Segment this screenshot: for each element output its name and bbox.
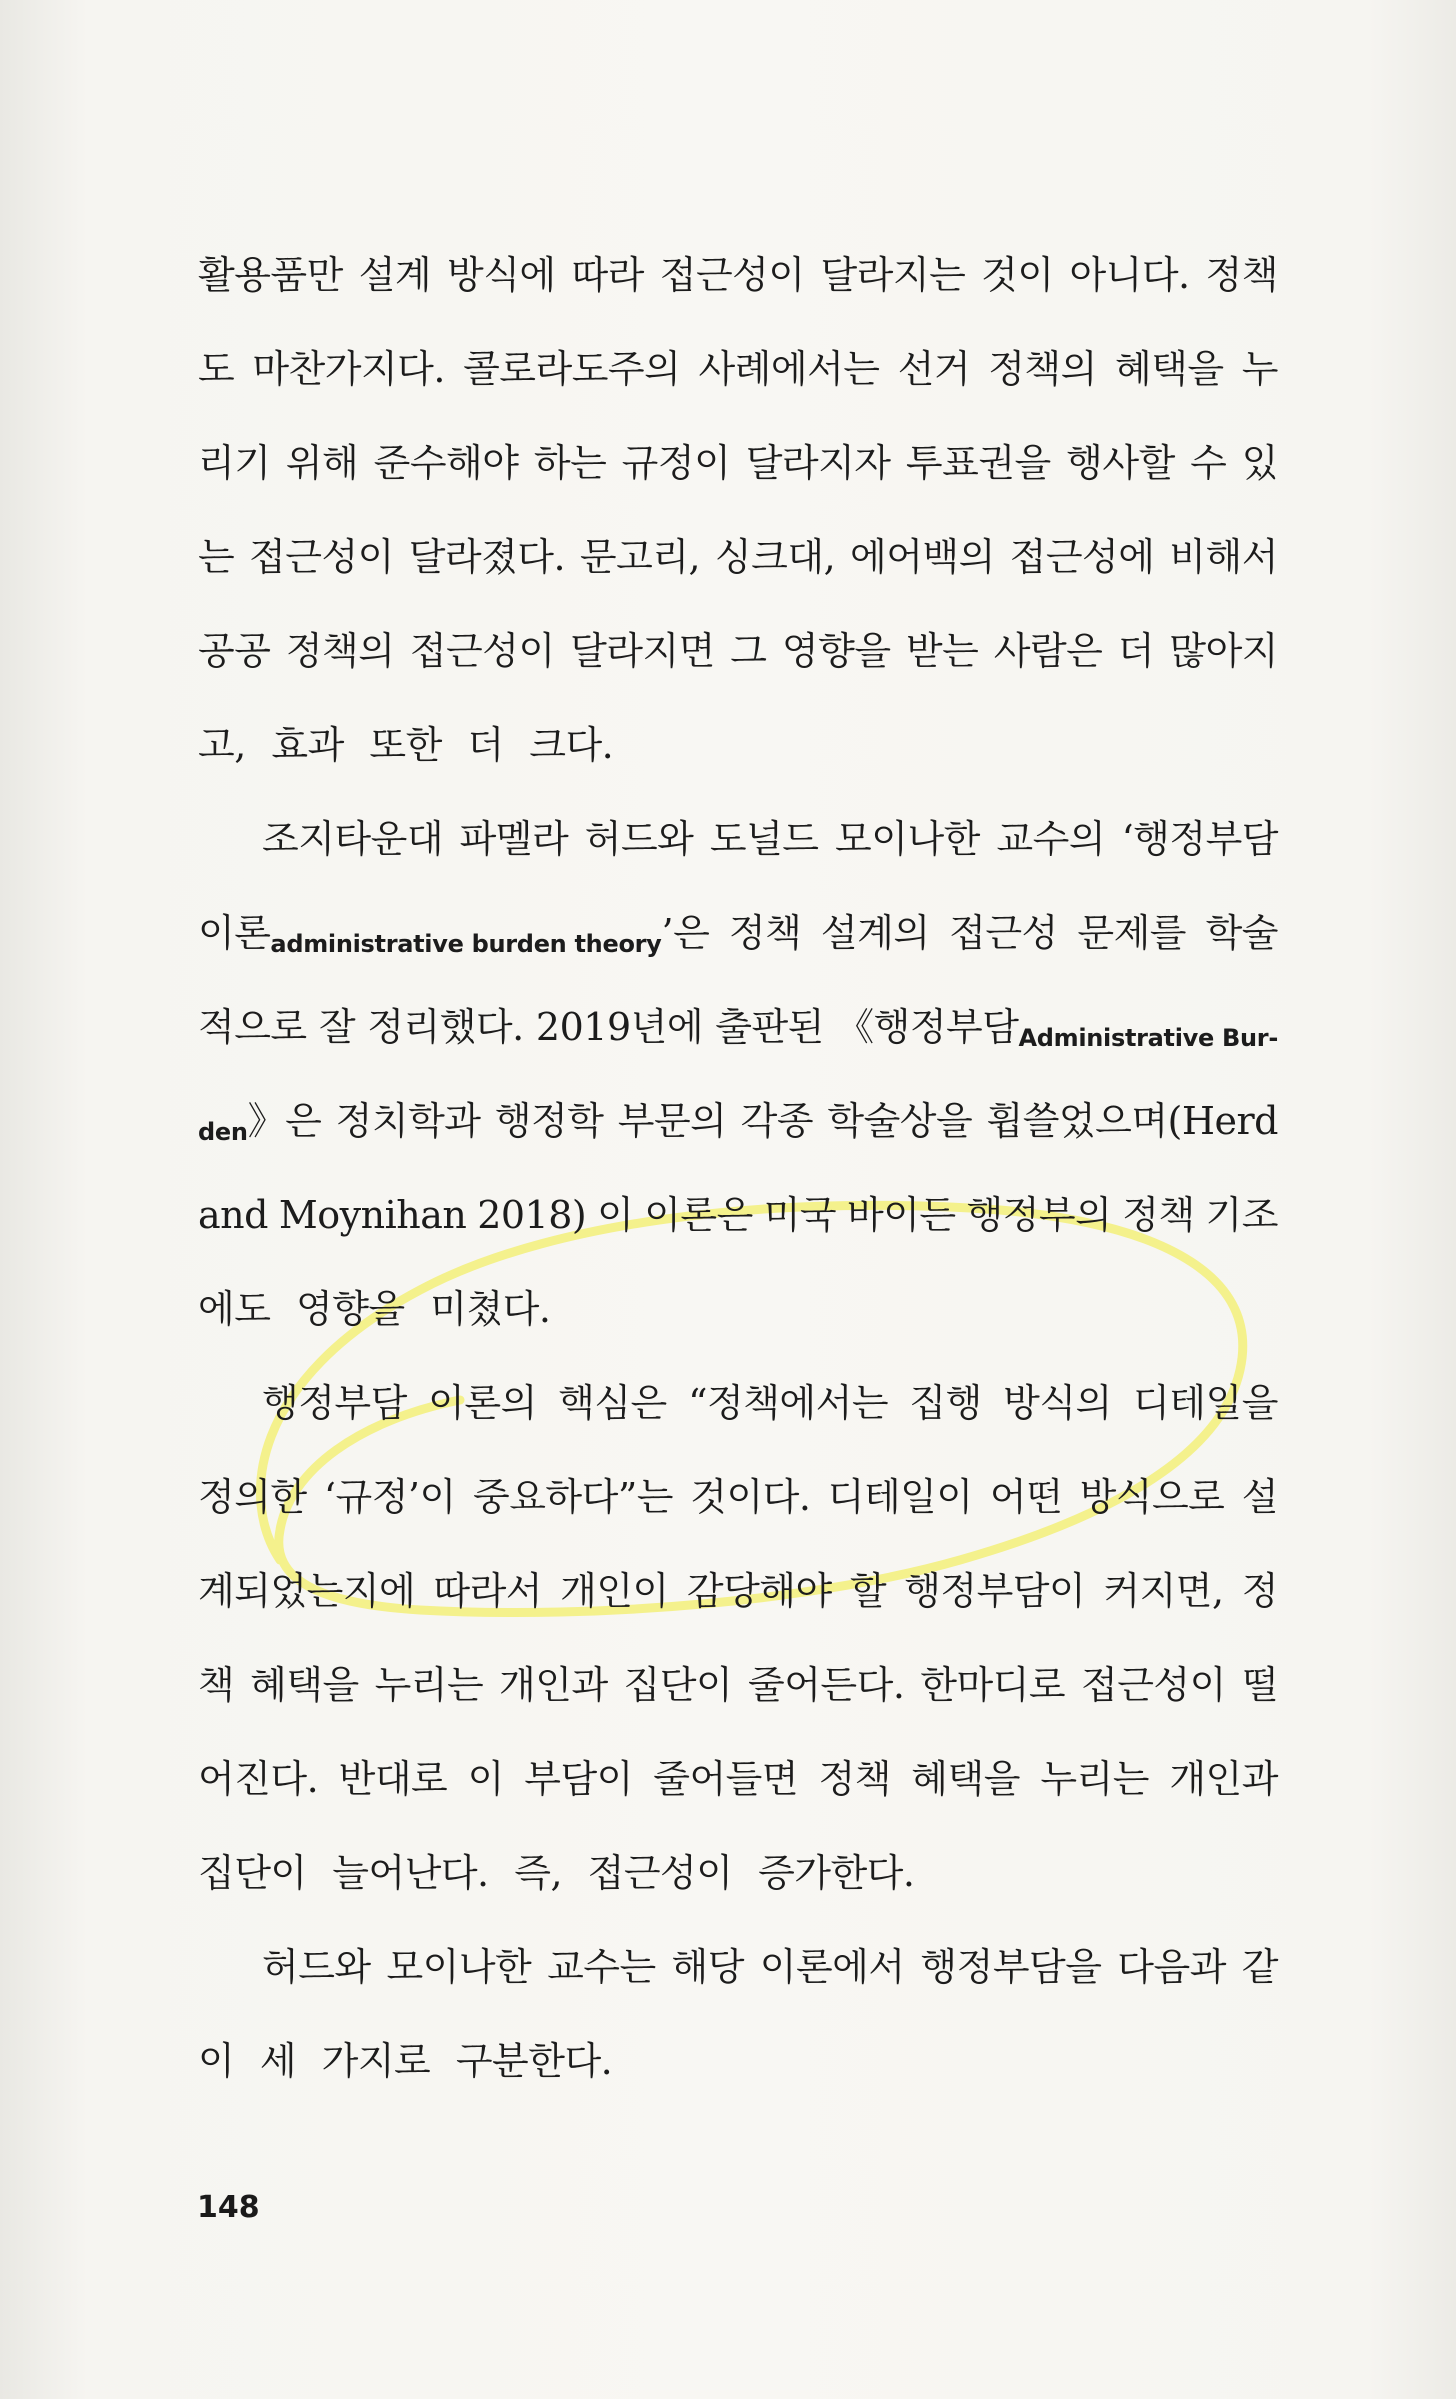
word: 접근성 <box>949 911 1058 955</box>
word: 고, <box>198 723 246 767</box>
word: 정리했다. <box>367 1005 524 1049</box>
word: 할 <box>849 1569 887 1613</box>
word: 더 <box>467 723 504 767</box>
word: 설 <box>1241 1475 1278 1519</box>
word: 이론은 <box>644 1193 753 1237</box>
word: 접근성이 <box>409 629 555 673</box>
word: 설계의 <box>820 911 930 955</box>
word: 개인과 <box>1169 1757 1278 1801</box>
word: 파멜라 <box>459 817 569 861</box>
word: 방식에 <box>446 253 556 297</box>
word: 규정이 <box>621 441 731 485</box>
word: 정책의 <box>285 629 395 673</box>
word: 접근성에 <box>1009 535 1155 579</box>
word: 혜택을 <box>911 1757 1020 1801</box>
word: 아니다. <box>1069 253 1190 297</box>
word: 행정학 <box>494 1099 604 1143</box>
word: 기조 <box>1205 1193 1278 1237</box>
english-gloss: Administrative Bur- <box>1018 1024 1278 1052</box>
word: 행정부담 <box>262 1381 407 1425</box>
word: 허드와 <box>584 817 694 861</box>
word: 사례에서는 <box>698 347 880 391</box>
paragraph-2-line-3 <box>198 980 1278 1074</box>
word: 이 <box>198 2039 235 2083</box>
word: 준수해야 <box>373 441 519 485</box>
word: 행정부담이 <box>904 1569 1086 1613</box>
word: 각종 <box>740 1099 814 1143</box>
word: 어떤 <box>989 1475 1063 1519</box>
word: 수 <box>1190 441 1227 485</box>
term-with-gloss <box>198 886 709 980</box>
word: 개인과 <box>499 1663 608 1707</box>
word: and <box>198 1193 268 1237</box>
word: 바이든 <box>847 1193 956 1237</box>
word: 학술 <box>1205 911 1278 955</box>
word: 활용품만 <box>198 253 343 297</box>
word: 줄어든다. <box>748 1663 905 1707</box>
word: 학술상을 <box>827 1099 973 1143</box>
paragraph-1-line-1 <box>198 228 1278 322</box>
word: 세 <box>259 2039 297 2083</box>
word: 늘어난다. <box>332 1851 489 1895</box>
paragraph-1-line-2 <box>198 322 1278 416</box>
word: 정책 <box>1205 253 1278 297</box>
word: 효과 <box>271 723 344 767</box>
word: 것이다. <box>690 1475 811 1519</box>
word: Moynihan <box>278 1193 467 1237</box>
word: ’은 <box>661 911 710 955</box>
word: 누리는 <box>1040 1757 1149 1801</box>
word: 》은 <box>247 1099 322 1143</box>
word: 줄어들면 <box>653 1757 799 1801</box>
word: 즉, <box>514 1851 563 1895</box>
word: 달라지자 <box>745 441 891 485</box>
word: 계되었는지에 <box>198 1569 416 1613</box>
word: 같 <box>1241 1945 1278 1989</box>
word: 핵심은 <box>558 1381 667 1425</box>
word: 이론의 <box>428 1381 537 1425</box>
word: 구분한다. <box>455 2039 613 2083</box>
word: 선거 <box>897 347 971 391</box>
paragraph-3-line-5 <box>198 1732 1278 1826</box>
word: 미쳤다. <box>430 1287 551 1331</box>
word: “정책에서는 <box>688 1381 889 1425</box>
word: 개인이 <box>560 1569 669 1613</box>
word: 정책 <box>818 1757 891 1801</box>
word: 더 <box>1117 629 1154 673</box>
word: 설계 <box>358 253 432 297</box>
word: 영향을 <box>296 1287 405 1331</box>
word: 비해서 <box>1169 535 1278 579</box>
word: 에어백의 <box>849 535 995 579</box>
word: 정책 <box>728 911 802 955</box>
paragraph-2-line-2 <box>198 886 1278 980</box>
paragraph-4-line-2 <box>198 2014 1278 2108</box>
word: 또한 <box>369 723 442 767</box>
word: 적으로 <box>198 1005 307 1049</box>
word: 리기 <box>198 441 271 485</box>
word: 정책 <box>1122 1193 1195 1237</box>
word: 중요하다”는 <box>472 1475 673 1519</box>
paragraph-1-line-5 <box>198 604 1278 698</box>
word: 달라졌다. <box>408 535 566 579</box>
word: 따라 <box>571 253 644 297</box>
paragraph-3-line-2 <box>198 1450 1278 1544</box>
word: 혜택을 <box>1114 347 1224 391</box>
word: 집단이 <box>623 1663 733 1707</box>
word: 부문의 <box>617 1099 727 1143</box>
word: 공공 <box>198 629 271 673</box>
word: 사람은 <box>993 629 1103 673</box>
english-gloss: den <box>198 1118 248 1146</box>
word: 것이 <box>981 253 1054 297</box>
word: 어진다. <box>198 1757 319 1801</box>
paragraph-3-line-6 <box>198 1826 1278 1920</box>
word: 누리는 <box>374 1663 484 1707</box>
word: 책 <box>198 1663 235 1707</box>
paragraph-2-line-6 <box>198 1262 1278 1356</box>
word: 방식으로 <box>1079 1475 1225 1519</box>
word: 디테일이 <box>827 1475 973 1519</box>
word: 따라서 <box>433 1569 542 1613</box>
word: 이론 <box>198 911 271 955</box>
page-number: 148 <box>197 2190 260 2225</box>
word: 한마디로 <box>920 1663 1066 1707</box>
word: 교수의 <box>996 817 1106 861</box>
word: 정책의 <box>988 347 1097 391</box>
word: 다음과 <box>1117 1945 1226 1989</box>
paragraph-2-line-1 <box>198 792 1278 886</box>
word: 누 <box>1241 347 1278 391</box>
word: 반대로 <box>338 1757 448 1801</box>
word: 이 <box>467 1757 504 1801</box>
word: 접근성이 <box>1081 1663 1226 1707</box>
word: 부담이 <box>524 1757 633 1801</box>
word: 디테일을 <box>1133 1381 1278 1425</box>
paragraph-4-line-1 <box>198 1920 1278 2014</box>
word: 미국 <box>763 1193 837 1237</box>
word: 행사할 <box>1066 441 1175 485</box>
word: 그 <box>730 629 767 673</box>
word: 《행정부담 <box>836 1005 1019 1049</box>
word: 가지로 <box>321 2039 431 2083</box>
word: 행정부의 <box>966 1193 1112 1237</box>
paragraph-1-line-4 <box>198 510 1278 604</box>
word: 방식의 <box>1003 1381 1112 1425</box>
paragraph-3-line-4 <box>198 1638 1278 1732</box>
word: 허드와 <box>262 1945 371 1989</box>
word: 2018) <box>477 1193 587 1237</box>
word: 조지타운대 <box>262 817 444 861</box>
word: 있 <box>1241 441 1278 485</box>
word: 영향을 <box>781 629 891 673</box>
word: 달라지면 <box>570 629 715 673</box>
word: 싱크대, <box>714 535 836 579</box>
word: 집행 <box>909 1381 982 1425</box>
word: 커지면, <box>1103 1569 1224 1613</box>
word: 잘 <box>318 1005 356 1049</box>
word: 감당해야 <box>686 1569 832 1613</box>
word: 위해 <box>285 441 359 485</box>
word: 문고리, <box>579 535 701 579</box>
word: 하는 <box>533 441 607 485</box>
word: ‘행정부담 <box>1121 817 1278 861</box>
word: 는 <box>198 535 235 579</box>
word: 접근성이 <box>249 535 394 579</box>
word: 크다. <box>529 723 614 767</box>
word: 받는 <box>905 629 979 673</box>
paragraph-1-line-6 <box>198 698 1278 792</box>
word: 마찬가지다. <box>252 347 445 391</box>
word: 정의한 <box>198 1475 307 1519</box>
word: 교수는 <box>547 1945 656 1989</box>
word: 모이나한 <box>835 817 980 861</box>
word: 이 <box>597 1193 634 1237</box>
word: 정 <box>1241 1569 1278 1613</box>
body-text <box>198 228 1278 2108</box>
word: 투표권을 <box>905 441 1051 485</box>
word: 모이나한 <box>386 1945 532 1989</box>
word: 혜택을 <box>250 1663 359 1707</box>
paragraph-3-line-3 <box>198 1544 1278 1638</box>
word: 문제를 <box>1077 911 1186 955</box>
word: 달라지는 <box>820 253 966 297</box>
word: 도널드 <box>709 817 819 861</box>
word: 행정부담을 <box>920 1945 1102 1989</box>
word: 접근성이 <box>587 1851 733 1895</box>
word: 출판된 <box>715 1005 824 1049</box>
paragraph-2-line-4 <box>198 1074 1278 1168</box>
word: 이론에서 <box>759 1945 905 1989</box>
word: 떨 <box>1241 1663 1278 1707</box>
word: 접근성이 <box>659 253 805 297</box>
word: 정치학과 <box>335 1099 481 1143</box>
word: 2019년에 <box>535 1005 704 1049</box>
book-title-with-gloss <box>836 980 1278 1074</box>
word: 에도 <box>198 1287 271 1331</box>
word: 증가한다. <box>758 1851 915 1895</box>
word: 콜로라도주의 <box>463 347 681 391</box>
paragraph-1-line-3 <box>198 416 1278 510</box>
paragraph-3-line-1 <box>198 1356 1278 1450</box>
word: 휩쓸었으며(Herd <box>986 1099 1278 1143</box>
word: 많아지 <box>1169 629 1278 673</box>
paragraph-2-line-5 <box>198 1168 1278 1262</box>
word: 집단이 <box>198 1851 307 1895</box>
word: 도 <box>198 347 235 391</box>
english-gloss: administrative burden theory <box>270 930 662 958</box>
word: ‘규정’이 <box>323 1475 456 1519</box>
book-title-end <box>198 1074 321 1168</box>
word: 해당 <box>671 1945 744 1989</box>
